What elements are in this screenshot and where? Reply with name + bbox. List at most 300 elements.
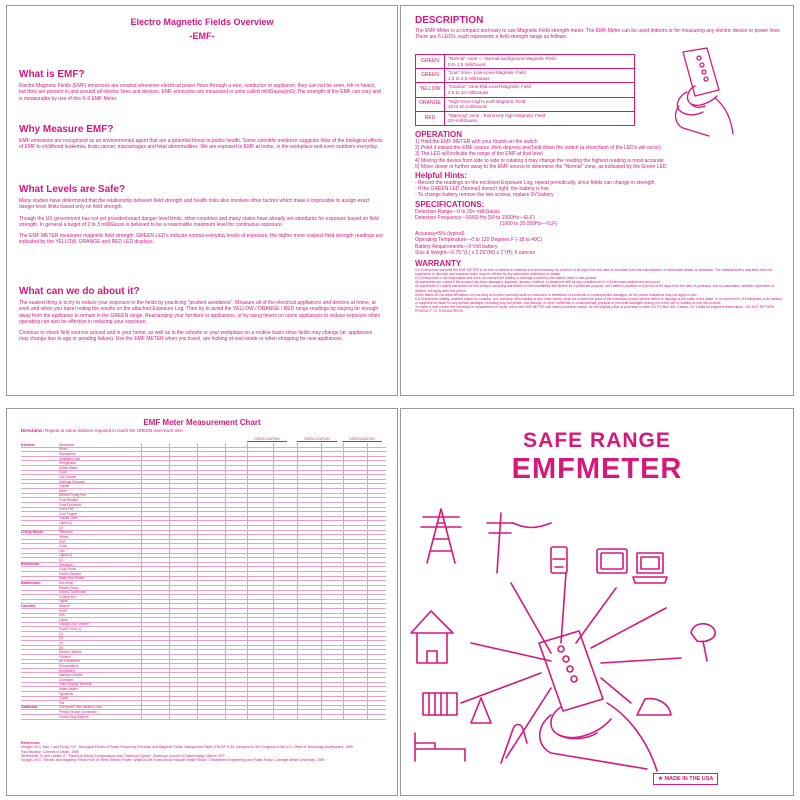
grid-cell-divider (343, 452, 344, 456)
grid-cell-divider (367, 627, 368, 631)
grid-cell-divider (197, 697, 198, 701)
grid-cell-divider (321, 646, 322, 650)
appliance-label: Curling Iron (59, 594, 76, 599)
grid-cell-divider (197, 452, 198, 456)
grid-cell-divider (169, 646, 170, 650)
grid-cell-divider (343, 692, 344, 696)
grid-cell-divider (273, 586, 274, 590)
grid-cell-divider (297, 572, 298, 576)
grid-cell-divider (297, 591, 298, 595)
grid-cell-divider (343, 697, 344, 701)
grid-cell-divider (169, 489, 170, 493)
grid-cell-divider (273, 489, 274, 493)
grid-cell-divider (343, 627, 344, 631)
grid-cell-divider (273, 591, 274, 595)
grid-cell-divider (343, 641, 344, 645)
appliance-label: Electric Toothbrush (59, 590, 87, 595)
cover-title-line1: SAFE RANGE (523, 429, 671, 452)
spec-item: Detection Range—0 to 20+ milliGauss (415, 208, 500, 215)
grid-cell-divider (141, 669, 142, 673)
grid-cell-divider (141, 600, 142, 604)
grid-cell-divider (321, 457, 322, 461)
grid-cell-divider (247, 678, 248, 682)
section-heading: What is EMF? (19, 69, 85, 80)
grid-cell-divider (197, 484, 198, 488)
appliance-label: (4) (59, 640, 63, 645)
grid-cell-divider (247, 448, 248, 452)
led-color: GREEN (416, 69, 445, 83)
grid-cell-divider (367, 443, 368, 447)
grid-cell-divider (141, 697, 142, 701)
grid-cell-divider (367, 586, 368, 590)
grid-cell-divider (197, 655, 198, 659)
grid-cell-divider (321, 678, 322, 682)
measurement-chart-page (6, 408, 398, 796)
grid-cell-divider (141, 614, 142, 618)
grid-cell-divider (273, 664, 274, 668)
grid-cell-divider (273, 471, 274, 475)
appliance-label: Fan (59, 548, 65, 553)
grid-cell-divider (343, 494, 344, 498)
grid-cell-divider (225, 586, 226, 590)
grid-cell-divider (169, 531, 170, 535)
grid-cell-divider (247, 567, 248, 571)
led-zone: "Warning" zone - Extremely high Magnetic Field (448, 112, 546, 118)
grid-cell-divider (273, 623, 274, 627)
grid-cell-divider (297, 687, 298, 691)
grid-cell-divider (273, 535, 274, 539)
section-text: Electro Magnetic Fields (EMF) emissions are created whenever electrical power flows through a wire, conductor or appliance; they can not be seen, felt or heard, but they are present in and around all electric lines and devices. EMF emissions are measured in units called milliGauss(mG).The strength of the EMF can vary and is measurable by use of this K-II EMF Meter. (19, 83, 381, 102)
grid-cell-divider (141, 660, 142, 664)
grid-cell-divider (247, 581, 248, 585)
grid-cell-divider (367, 715, 368, 719)
grid-cell-divider (367, 508, 368, 512)
column-header: DATE/LOCATION (297, 437, 337, 442)
grid-cell-divider (297, 517, 298, 521)
grid-cell-divider (343, 673, 344, 677)
grid-cell-divider (367, 563, 368, 567)
grid-cell-divider (169, 660, 170, 664)
appliance-label: Stereo (59, 534, 69, 539)
grid-cell-divider (343, 448, 344, 452)
grid-cell-divider (321, 697, 322, 701)
grid-cell-divider (197, 466, 198, 470)
grid-cell-divider (225, 567, 226, 571)
grid-cell-divider (169, 517, 170, 521)
grid-cell-divider (321, 577, 322, 581)
grid-cell-divider (273, 498, 274, 502)
section-heading: What can we do about it? (19, 286, 140, 297)
grid-cell-divider (225, 484, 226, 488)
grid-cell-divider (197, 637, 198, 641)
appliance-label: Toaster (59, 484, 70, 489)
grid-cell-divider (169, 521, 170, 525)
grid-cell-divider (197, 664, 198, 668)
led-range: 1.5 to 2.5 milliGauss (448, 75, 490, 81)
grid-cell-divider (247, 484, 248, 488)
grid-cell-divider (141, 457, 142, 461)
grid-cell-divider (225, 558, 226, 562)
grid-cell-divider (297, 701, 298, 705)
grid-cell-divider (247, 521, 248, 525)
grid-cell-divider (225, 521, 226, 525)
room-group-label: Laundry: (21, 603, 37, 608)
grid-cell-divider (343, 457, 344, 461)
grid-cell-divider (321, 531, 322, 535)
grid-cell-divider (141, 646, 142, 650)
appliance-label: Garage Door Opener (59, 622, 89, 627)
grid-cell-divider (225, 706, 226, 710)
grid-cell-divider (343, 475, 344, 479)
led-zone: "Caution" zone-Mid-Level Magnetic Field (448, 84, 531, 90)
appliance-label: Toaster Oven (59, 516, 78, 521)
grid-cell-divider (367, 544, 368, 548)
grid-cell-divider (169, 466, 170, 470)
references-section (21, 741, 387, 762)
grid-cell-divider (367, 480, 368, 484)
grid-cell-divider (247, 600, 248, 604)
grid-cell-divider (247, 595, 248, 599)
grid-cell-divider (343, 466, 344, 470)
grid-cell-divider (343, 549, 344, 553)
section-text: Continue to check field sources around and in your home, as well as in the schools or your workplace on a routine basis since fields may change (ie: appliances may change due to age or pending failure). Use the EMF METER when you travel, are looking at real estate or when shopping for new appliances. (19, 330, 373, 343)
grid-cell-divider (321, 618, 322, 622)
grid-cell-divider (367, 646, 368, 650)
grid-cell-divider (197, 503, 198, 507)
grid-cell-divider (297, 535, 298, 539)
references-label: References: (21, 741, 41, 745)
grid-cell-divider (197, 646, 198, 650)
grid-cell-divider (141, 710, 142, 714)
grid-cell-divider (321, 609, 322, 613)
grid-cell-divider (197, 627, 198, 631)
grid-cell-divider (169, 627, 170, 631)
grid-cell-divider (169, 697, 170, 701)
grid-cell-divider (273, 683, 274, 687)
led-description (445, 83, 635, 97)
grid-cell-divider (247, 692, 248, 696)
grid-cell-divider (273, 475, 274, 479)
grid-cell-divider (247, 563, 248, 567)
grid-cell-divider (273, 572, 274, 576)
grid-cell-divider (343, 577, 344, 581)
grid-cell-divider (247, 498, 248, 502)
grid-cell-divider (141, 655, 142, 659)
grid-cell-divider (197, 448, 198, 452)
grid-cell-divider (141, 544, 142, 548)
grid-cell-divider (197, 563, 198, 567)
cover-title-line2: EMFMETER (511, 453, 683, 485)
emf-sources-illustration (401, 493, 794, 773)
grid-cell-divider (273, 627, 274, 631)
grid-cell-divider (197, 641, 198, 645)
grid-cell-divider (297, 618, 298, 622)
grid-cell-divider (169, 664, 170, 668)
grid-cell-divider (225, 572, 226, 576)
grid-cell-divider (297, 461, 298, 465)
grid-cell-divider (321, 461, 322, 465)
appliance-label: Stove (59, 447, 68, 452)
grid-cell-divider (297, 664, 298, 668)
grid-cell-divider (247, 503, 248, 507)
grid-cell-divider (321, 535, 322, 539)
grid-cell-divider (273, 452, 274, 456)
grid-cell-divider (169, 577, 170, 581)
appliance-label: Television (59, 562, 73, 567)
led-zone: "High"zone-High-Level Magnetic Field (448, 98, 526, 104)
grid-cell-divider (225, 503, 226, 507)
grid-cell-divider (343, 471, 344, 475)
led-color: YELLOW (416, 83, 445, 97)
grid-cell-divider (247, 457, 248, 461)
grid-cell-divider (197, 567, 198, 571)
grid-cell-divider (273, 508, 274, 512)
led-range: 2.5 to 10 milliGauss (448, 89, 489, 95)
grid-cell-divider (141, 466, 142, 470)
grid-cell-divider (297, 660, 298, 664)
grid-cell-divider (169, 673, 170, 677)
grid-cell-divider (297, 697, 298, 701)
grid-cell-divider (273, 581, 274, 585)
grid-cell-divider (367, 457, 368, 461)
grid-cell-divider (367, 595, 368, 599)
hint-item: - If the GREEN LED (Normal) doesn't light, the battery is low (415, 186, 549, 193)
grid-cell-divider (297, 678, 298, 682)
grid-cell-divider (225, 715, 226, 719)
grid-cell-divider (141, 471, 142, 475)
section-why-measure (19, 124, 383, 151)
grid-cell-divider (273, 554, 274, 558)
grid-cell-divider (273, 595, 274, 599)
grid-cell-divider (367, 581, 368, 585)
grid-cell-divider (225, 549, 226, 553)
grid-cell-divider (343, 600, 344, 604)
grid-cell-divider (197, 531, 198, 535)
appliance-label: Electric Frying Pan (59, 493, 86, 498)
grid-cell-divider (247, 669, 248, 673)
grid-cell-divider (367, 678, 368, 682)
grid-cell-divider (247, 641, 248, 645)
grid-cell-divider (197, 554, 198, 558)
grid-cell-divider (273, 531, 274, 535)
grid-cell-divider (321, 494, 322, 498)
operation-step: 3) The LED will indicate the range of the EMF at that level (415, 151, 543, 158)
grid-cell-divider (343, 535, 344, 539)
grid-cell-divider (169, 600, 170, 604)
grid-cell-divider (273, 710, 274, 714)
grid-cell-divider (169, 609, 170, 613)
grid-cell-divider (343, 484, 344, 488)
grid-cell-divider (321, 655, 322, 659)
section-text: The EMF METER measures magnetic field strength. GREEN LED's indicate normal everyday levels of exposure, the higher more suspect field strength readings are indicated by the YELLOW, ORANGE and RED LED displays. (19, 233, 383, 246)
grid-cell-divider (343, 572, 344, 576)
grid-cell-divider (343, 591, 344, 595)
grid-cell-divider (169, 512, 170, 516)
grid-cell-divider (225, 655, 226, 659)
section-heading: Why Measure EMF? (19, 124, 114, 135)
grid-cell-divider (169, 604, 170, 608)
grid-cell-divider (367, 637, 368, 641)
grid-cell-divider (321, 554, 322, 558)
grid-cell-divider (297, 443, 298, 447)
appliance-label: Garbage Disposal (59, 479, 85, 484)
grid-cell-divider (169, 471, 170, 475)
grid-cell-divider (169, 641, 170, 645)
appliance-label: Dishwasher (59, 451, 76, 456)
grid-cell-divider (169, 443, 170, 447)
column-header: DATE/LOCATION (247, 437, 287, 442)
grid-cell-divider (169, 448, 170, 452)
grid-cell-divider (367, 692, 368, 696)
grid-cell-divider (343, 669, 344, 673)
appliance-label: Overhead Trans mission Lines (59, 705, 103, 710)
grid-cell-divider (141, 572, 142, 576)
grid-cell-divider (273, 526, 274, 530)
grid-cell-divider (273, 646, 274, 650)
grid-cell-divider (141, 567, 142, 571)
room-group-label: Living Room: (21, 530, 44, 535)
grid-cell-divider (367, 526, 368, 530)
grid-cell-divider (225, 614, 226, 618)
operation-step: 2) Point it toward the EMF source, then depress and hold down the switch (a short flash of the LED's will occur) (415, 145, 661, 152)
grid-cell-divider (297, 595, 298, 599)
grid-cell-divider (169, 457, 170, 461)
grid-cell-divider (297, 715, 298, 719)
appliance-label: Refrigerator (59, 461, 76, 466)
grid-cell-divider (367, 609, 368, 613)
grid-cell-divider (273, 614, 274, 618)
appliance-label: Copier (59, 696, 69, 701)
grid-cell-divider (273, 641, 274, 645)
grid-cell-divider (169, 650, 170, 654)
grid-cell-divider (297, 710, 298, 714)
grid-cell-divider (197, 701, 198, 705)
grid-cell-divider (225, 637, 226, 641)
grid-cell-divider (273, 457, 274, 461)
grid-cell-divider (273, 466, 274, 470)
grid-cell-divider (169, 692, 170, 696)
room-group-label: Kitchen: (21, 442, 36, 447)
grid-cell-divider (225, 701, 226, 705)
grid-cell-divider (343, 678, 344, 682)
grid-cell-divider (225, 466, 226, 470)
grid-cell-divider (197, 558, 198, 562)
grid-cell-divider (343, 517, 344, 521)
grid-cell-divider (141, 581, 142, 585)
grid-cell-divider (247, 623, 248, 627)
grid-cell-divider (247, 710, 248, 714)
grid-cell-divider (247, 604, 248, 608)
grid-cell-divider (343, 526, 344, 530)
grid-cell-divider (297, 489, 298, 493)
grid-cell-divider (367, 452, 368, 456)
grid-cell-divider (197, 673, 198, 677)
grid-cell-divider (225, 673, 226, 677)
grid-cell-divider (141, 452, 142, 456)
grid-cell-divider (225, 471, 226, 475)
grid-cell-divider (321, 710, 322, 714)
grid-cell-divider (297, 484, 298, 488)
grid-cell-divider (367, 660, 368, 664)
grid-cell-divider (141, 618, 142, 622)
warranty-paragraph: K-II Enterprises liability, whether based on contract, tort, warranty, strict liability or any other theory, shall not exceed the price of the individual product whose defect or damage is the basis of the claim. In no event will K-II Enterprises or its dealers or suppliers be liable for any special damages, including any lost profits, lost savings, or other incidental or consequential, physical or personal damages arising out of the use or inability to use this product. (415, 296, 783, 305)
grid-cell-divider (297, 609, 298, 613)
grid-cell-divider (343, 461, 344, 465)
grid-cell-divider (321, 452, 322, 456)
grid-cell-divider (247, 614, 248, 618)
grid-cell-divider (321, 526, 322, 530)
grid-cell-divider (169, 475, 170, 479)
grid-cell-divider (169, 480, 170, 484)
grid-cell-divider (141, 535, 142, 539)
grid-cell-divider (225, 591, 226, 595)
grid-cell-divider (225, 535, 226, 539)
appliance-label: Can Opener (59, 474, 77, 479)
grid-cell-divider (273, 563, 274, 567)
grid-cell-divider (141, 664, 142, 668)
led-level-table (415, 54, 635, 126)
grid-cell-divider (225, 577, 226, 581)
grid-cell-divider (367, 669, 368, 673)
grid-cell-divider (273, 443, 274, 447)
grid-cell-divider (297, 471, 298, 475)
grid-cell-divider (197, 581, 198, 585)
grid-cell-divider (297, 641, 298, 645)
grid-cell-divider (321, 586, 322, 590)
grid-cell-divider (367, 673, 368, 677)
grid-cell-divider (225, 687, 226, 691)
grid-cell-divider (247, 471, 248, 475)
grid-cell-divider (343, 480, 344, 484)
grid-cell-divider (343, 609, 344, 613)
grid-cell-divider (247, 526, 248, 530)
grid-cell-divider (141, 577, 142, 581)
description-text: The EMF Meter is a compact and easy to use Magnetic Field strength meter. The EMF Meter can be used indoors or for measuring any electric device or power lines There are 5 LED's, each represents a field strength range as follows: (415, 28, 780, 41)
grid-cell-divider (297, 627, 298, 631)
grid-cell-divider (321, 517, 322, 521)
grid-cell-divider (141, 498, 142, 502)
appliance-label: Lights (59, 599, 68, 604)
grid-cell-divider (225, 563, 226, 567)
hint-item: - To change battery remove the two screws, replace 9V battery (415, 192, 554, 199)
grid-cell-divider (247, 697, 248, 701)
grid-cell-divider (247, 549, 248, 553)
appliance-label: Lights (1) (59, 521, 73, 526)
led-level-row (416, 97, 635, 111)
grid-cell-divider (169, 595, 170, 599)
grid-cell-divider (169, 632, 170, 636)
led-description (445, 97, 635, 111)
warranty-paragraph: All expressed or implied warranties for this product, including warranties of merchantability and fitness for a particular purpose, are limited in duration to a period of 60 days from the date of purchase, and no warranties, whether expressed or implied, will apply after this period. (415, 284, 775, 293)
grid-cell-divider (343, 637, 344, 641)
grid-cell-divider (321, 637, 322, 641)
grid-cell-divider (297, 508, 298, 512)
grid-cell-divider (197, 521, 198, 525)
grid-cell-divider (321, 549, 322, 553)
grid-cell-divider (321, 687, 322, 691)
grid-cell-divider (225, 660, 226, 664)
grid-cell-divider (197, 678, 198, 682)
grid-cell-divider (343, 715, 344, 719)
grid-cell-divider (169, 618, 170, 622)
grid-cell-divider (343, 521, 344, 525)
grid-cell-divider (225, 600, 226, 604)
section-what-is-emf (19, 69, 383, 102)
grid-cell-divider (141, 706, 142, 710)
grid-cell-divider (141, 678, 142, 682)
grid-cell-divider (321, 600, 322, 604)
grid-cell-divider (321, 591, 322, 595)
